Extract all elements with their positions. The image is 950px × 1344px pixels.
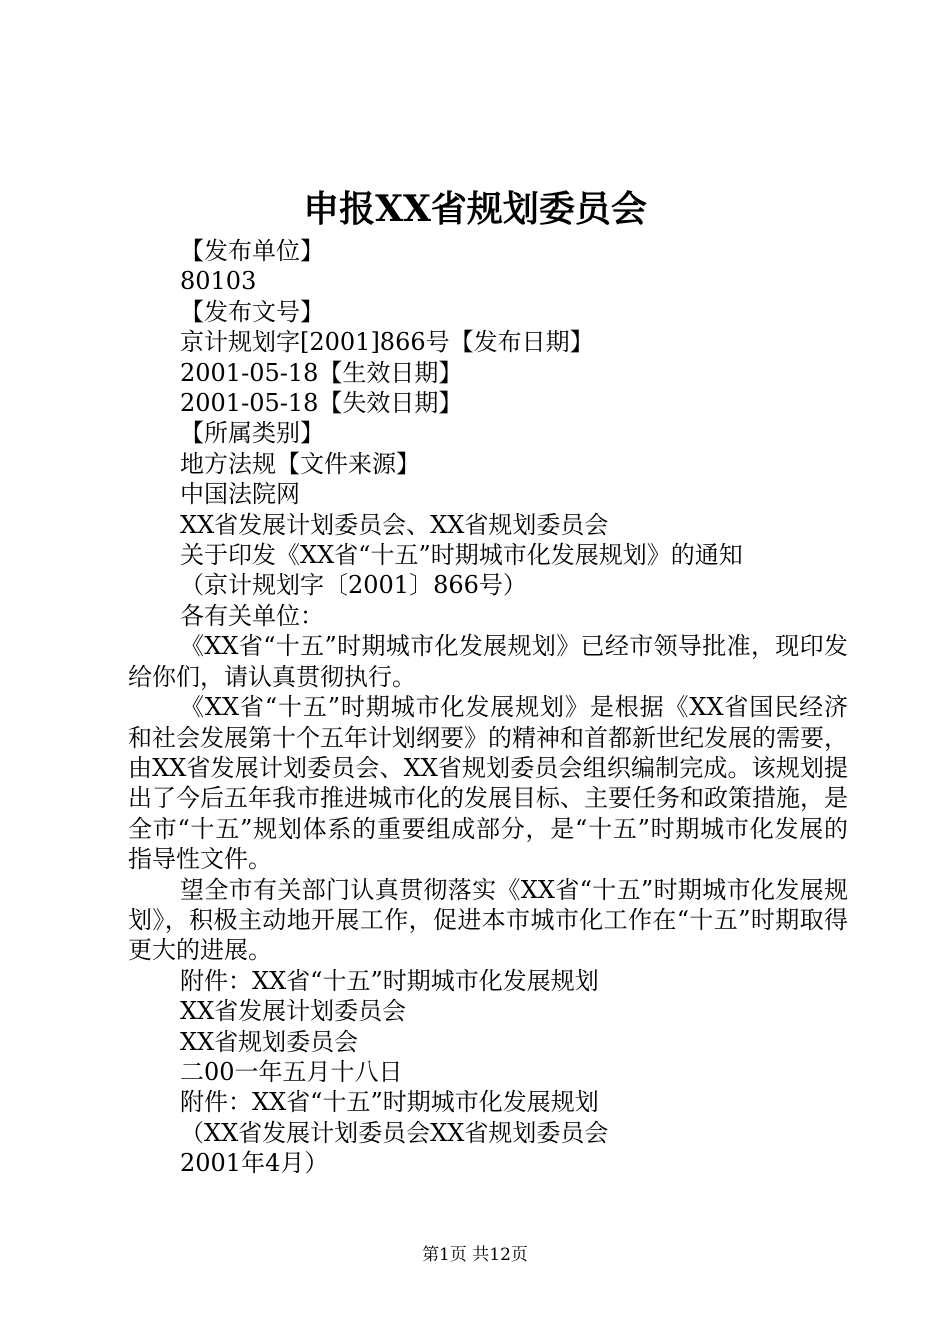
text-line: 地方法规【文件来源】: [180, 449, 420, 478]
document-title: 申报XX省规划委员会: [303, 188, 647, 230]
text-line: XX省发展计划委员会、XX省规划委员会: [180, 510, 609, 539]
text-line: 【发布文号】: [180, 297, 324, 326]
text-line: 80103: [180, 267, 257, 296]
body-paragraph: 望全市有关部门认真贯彻落实《XX省“十五”时期城市化发展规划》，积极主动地开展工作，促进本市城市化工作在“十五”时期取得更大的进展。: [128, 875, 848, 965]
text-line: 附件：XX省“十五”时期城市化发展规划: [180, 1088, 599, 1117]
text-line: 京计规划字[2001]866号【发布日期】: [180, 328, 594, 357]
text-line: 中国法院网: [180, 480, 300, 509]
text-line: 2001年4月）: [180, 1149, 329, 1178]
text-line: 附件：XX省“十五”时期城市化发展规划: [180, 966, 599, 995]
text-line: XX省规划委员会: [180, 1027, 359, 1056]
document-body: [128, 236, 848, 1179]
text-line: 【所属类别】: [180, 419, 324, 448]
text-line: 【发布单位】: [180, 237, 324, 265]
body-paragraph: 《XX省“十五”时期城市化发展规划》已经市领导批准，现印发给你们，请认真贯彻执行。: [128, 632, 848, 691]
text-line: 2001-05-18【失效日期】: [180, 389, 463, 418]
text-line: 各有关单位：: [180, 601, 324, 630]
text-line: 关于印发《XX省“十五”时期城市化发展规划》的通知: [180, 541, 743, 570]
text-line: （XX省发展计划委员会XX省规划委员会: [180, 1118, 609, 1147]
text-line: 2001-05-18【生效日期】: [180, 358, 463, 387]
body-paragraph: 《XX省“十五”时期城市化发展规划》是根据《XX省国民经济和社会发展第十个五年计划纲要》的精神和首都新世纪发展的需要，由XX省发展计划委员会、XX省规划委员会组织编制完成。该规划提出了今后五年我市推进城市化的发展目标、主要任务和政策措施，是全市“十五”规划体系的重要组成部分，是“十五”时期城市化发展的指导性文件。: [128, 693, 848, 874]
text-line: 二00一年五月十八日: [180, 1057, 403, 1086]
page-number: 第1页 共12页: [422, 1245, 528, 1265]
text-line: （京计规划字〔2001〕866号）: [180, 571, 527, 600]
text-line: XX省发展计划委员会: [180, 997, 407, 1026]
